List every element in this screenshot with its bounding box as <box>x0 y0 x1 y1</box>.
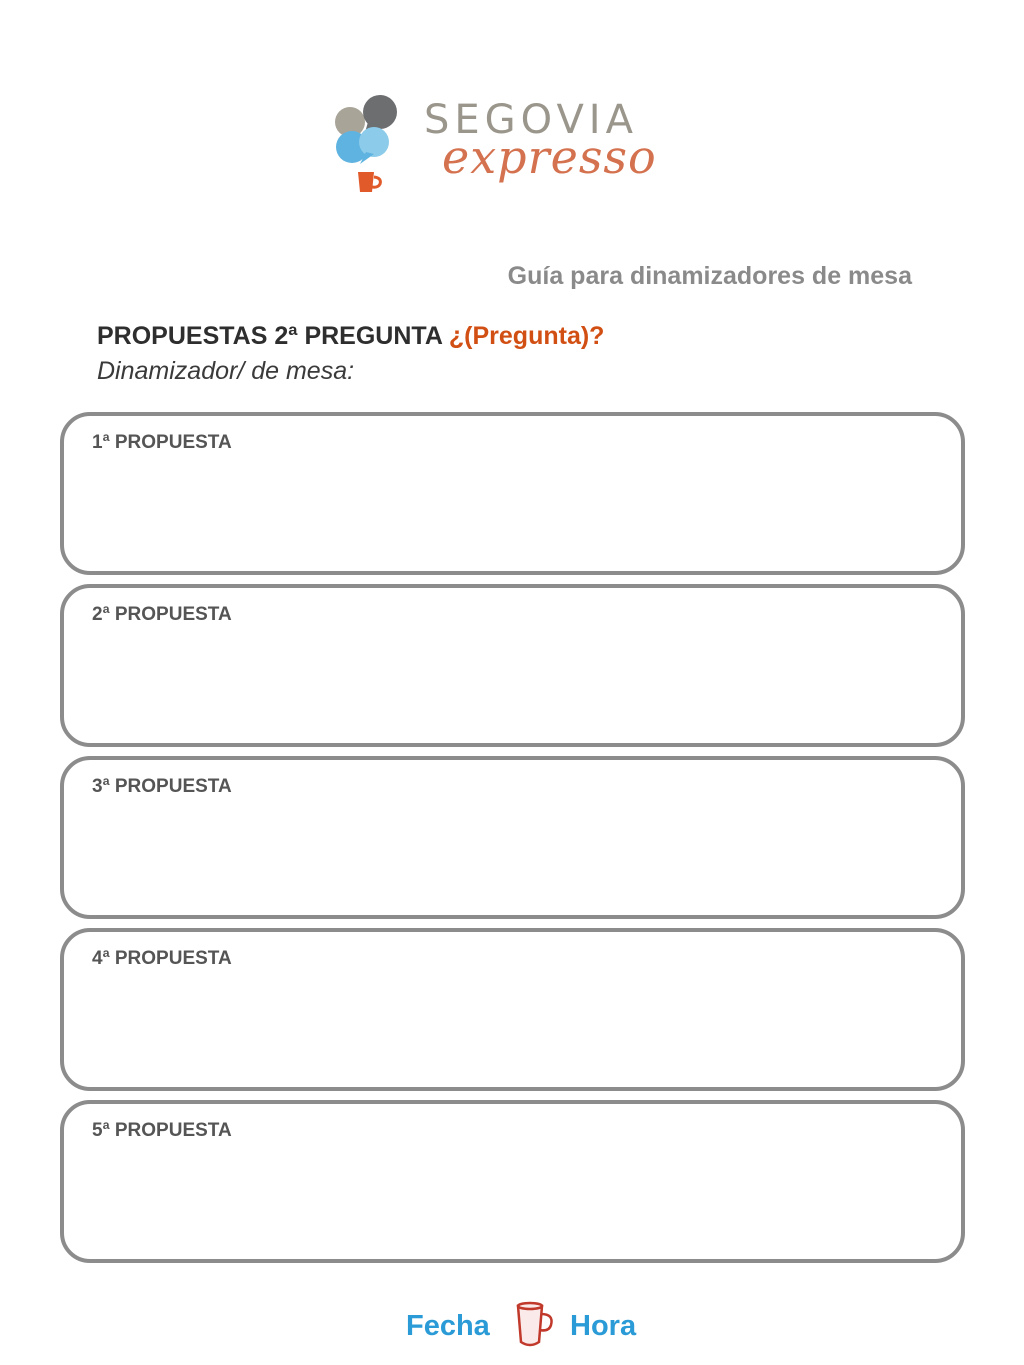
proposal-label: 4ª PROPUESTA <box>92 948 232 969</box>
footer-date-label: Fecha <box>406 1310 490 1342</box>
guide-subtitle: Guía para dinamizadores de mesa <box>507 262 912 290</box>
footer <box>0 1300 1024 1356</box>
speech-bubbles-cup-icon <box>330 92 410 202</box>
facilitator-label: Dinamizador/ de mesa: <box>97 357 355 385</box>
coffee-cup-icon <box>512 1300 556 1352</box>
proposal-box-3[interactable] <box>60 756 965 919</box>
proposal-label: 1ª PROPUESTA <box>92 432 232 453</box>
logo <box>330 92 680 202</box>
proposal-box-5[interactable] <box>60 1100 965 1263</box>
logo-wordmark: SEGOVIA <box>424 97 638 143</box>
footer-time-label: Hora <box>570 1310 637 1342</box>
proposal-box-4[interactable] <box>60 928 965 1091</box>
proposal-label: 5ª PROPUESTA <box>92 1120 232 1141</box>
heading-main: PROPUESTAS 2ª PREGUNTA <box>97 322 442 350</box>
proposal-box-1[interactable] <box>60 412 965 575</box>
proposal-box-2[interactable] <box>60 584 965 747</box>
page-heading <box>97 322 604 351</box>
proposal-label: 3ª PROPUESTA <box>92 776 232 797</box>
logo-script: expresso <box>442 130 657 184</box>
proposal-label: 2ª PROPUESTA <box>92 604 232 625</box>
heading-question: ¿(Pregunta)? <box>448 322 605 350</box>
